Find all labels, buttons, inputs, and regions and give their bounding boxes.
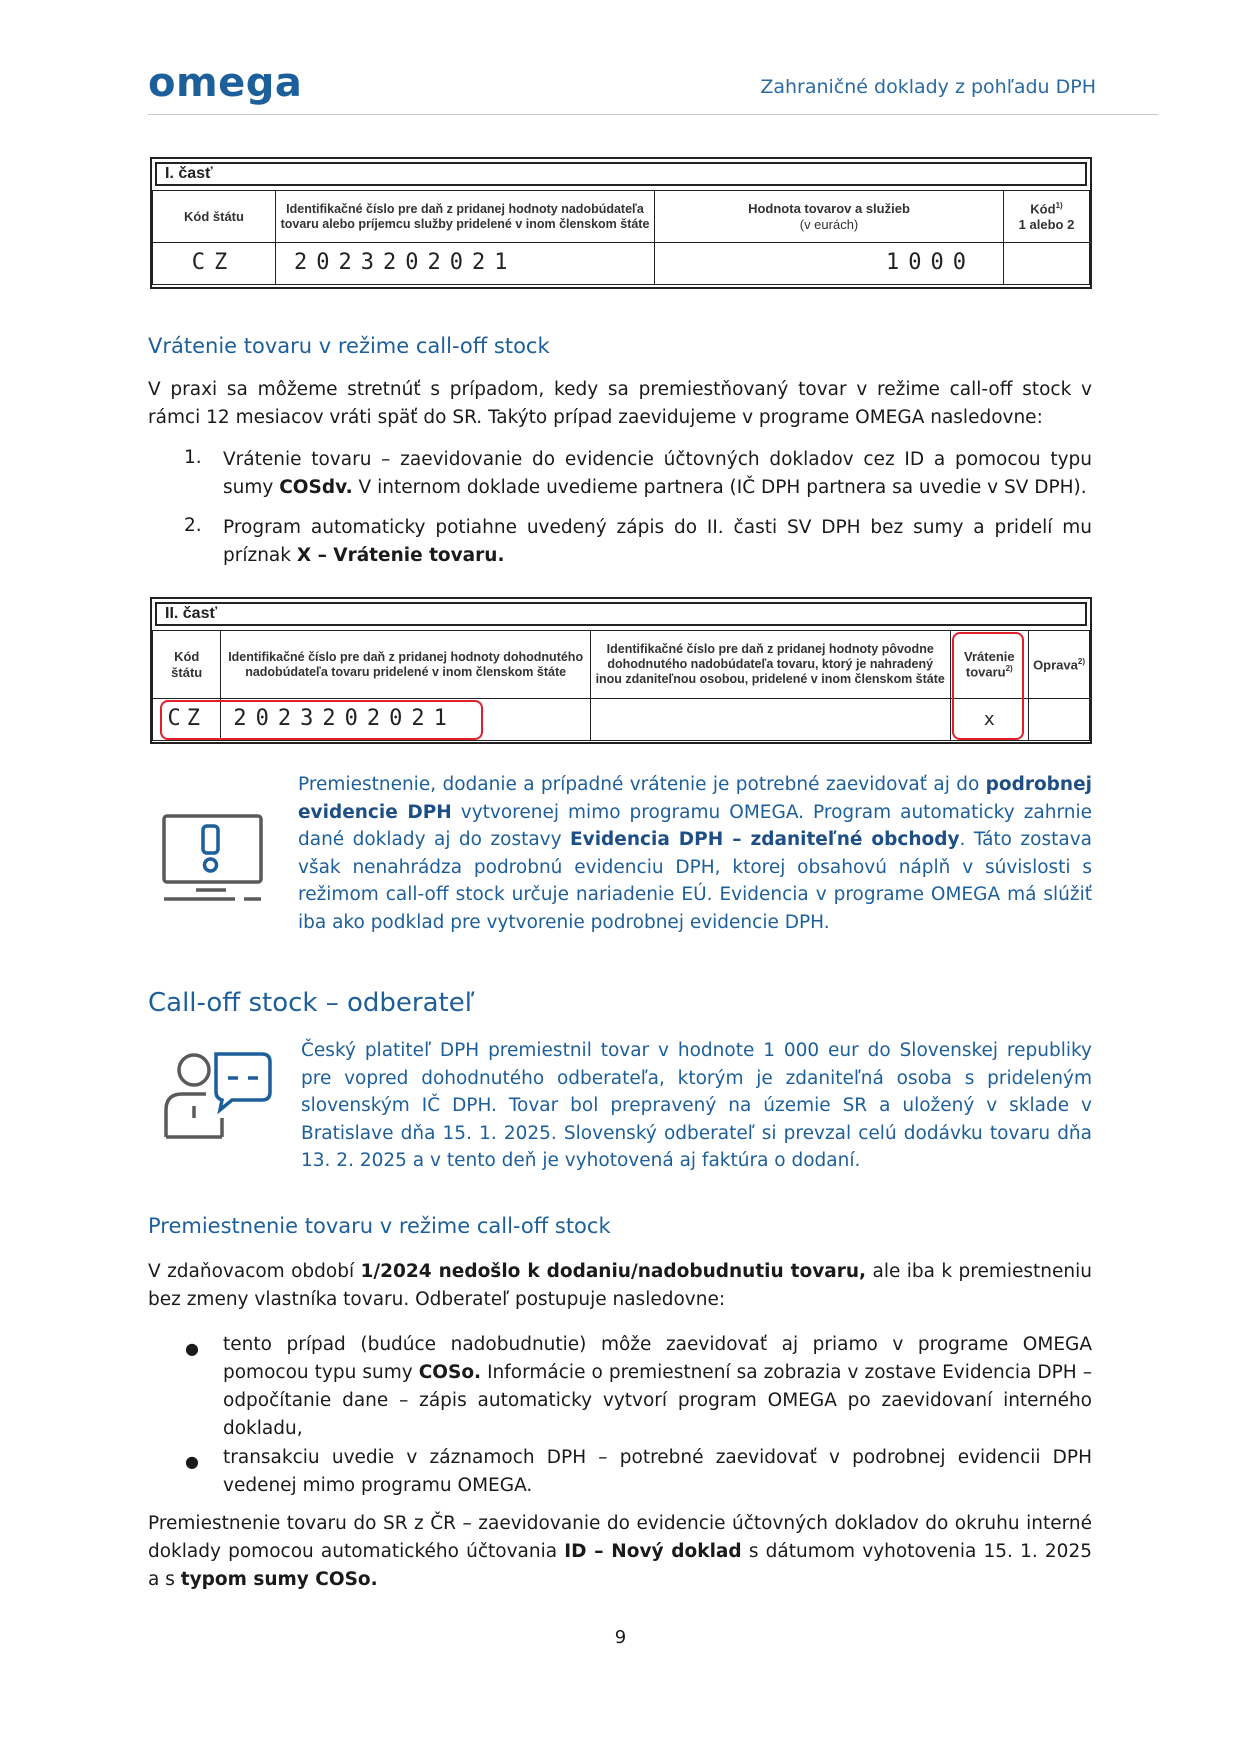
bullet-dot: ● xyxy=(185,1452,199,1471)
form-part-1-table xyxy=(152,190,1090,285)
bullet-item xyxy=(223,1331,1092,1443)
col-code-footnote: 1) xyxy=(1055,200,1063,210)
document-title: Zahraničné doklady z pohľadu DPH xyxy=(760,76,1096,98)
person-chat-icon xyxy=(160,1048,272,1140)
section-heading-transfer: Premiestnenie tovaru v režime call-off stock xyxy=(148,1214,611,1238)
form-part-2-caption: II. časť xyxy=(155,602,1087,626)
row-code-value xyxy=(1004,243,1090,285)
paragraph-bold: 1/2024 nedošlo k dodaniu/nadobudnutiu tovaru, xyxy=(360,1261,867,1282)
bullet-item: transakciu uvedie v záznamoch DPH – potrebné zaevidovať v podrobnej evidencii DPH vedenej mimo programu OMEGA. xyxy=(223,1447,1092,1496)
list-item-text: V internom doklade uvedieme partnera (IČ DPH partnera sa uvedie v SV DPH). xyxy=(352,477,1087,498)
bullet-text: Informácie o premiestnení sa zobrazia v zostave Evidencia DPH – odpočítanie dane – zápis automaticky vytvorí program OMEGA po zaevidovaní interného dokladu, xyxy=(223,1362,1092,1439)
col-id-header: Identifikačné číslo pre daň z pridanej hodnoty nadobúdateľa tovaru alebo príjemcu služby pridelené v inom členskom štáte xyxy=(276,191,655,243)
paragraph-bold: ID – Nový doklad xyxy=(564,1541,742,1562)
row-id-value: 2023202021 xyxy=(276,243,655,285)
section-heading-returns: Vrátenie tovaru v režime call-off stock xyxy=(148,334,550,358)
paragraph-bold: typom sumy COSo. xyxy=(180,1569,378,1590)
row-original-id-value xyxy=(590,699,950,741)
col-country-header: Kód štátu xyxy=(153,631,221,699)
col-id-header: Identifikačné číslo pre daň z pridanej hodnoty dohodnutého nadobúdateľa tovaru pridelené v inom členskom štáte xyxy=(221,631,590,699)
col-return-footnote: 2) xyxy=(1005,664,1013,674)
list-item-bold: X – Vrátenie tovaru. xyxy=(296,545,505,566)
section-returns-intro: V praxi sa môžeme stretnúť s prípadom, kedy sa premiestňovaný tovar v režime call-off stock v rámci 12 mesiacov vráti späť do SR. Takýto prípad zaevidujeme v programe OMEGA nasledovne: xyxy=(148,379,1092,428)
note-bold: podrobnej evidencie DPH xyxy=(298,774,1092,823)
row-return-value: x xyxy=(950,699,1029,741)
highlight-return-box xyxy=(952,632,1024,740)
monitor-exclamation-icon xyxy=(160,812,265,904)
list-item xyxy=(223,446,1092,502)
col-country-header: Kód štátu xyxy=(153,191,276,243)
row-country-value: CZ xyxy=(153,699,221,741)
list-item-text: Program automaticky potiahne uvedený zápis do II. časti SV DPH bez sumy a pridelí mu príznak xyxy=(223,517,1092,566)
note-detailed-vat-records xyxy=(298,771,1092,936)
omega-logo: omega xyxy=(148,60,303,106)
section-transfer-intro xyxy=(148,1258,1092,1314)
row-value-amount: 1000 xyxy=(655,243,1004,285)
col-original-id-header: Identifikačné číslo pre daň z pridanej hodnoty pôvodne dohodnutého nadobúdateľa tovaru, ktorý je nahradený inou zdaniteľnou osobou, pridelené v inom členskom štáte xyxy=(590,631,950,699)
col-code-options: 1 alebo 2 xyxy=(1018,216,1075,232)
bullet-dot: ● xyxy=(185,1339,199,1358)
list-item-number: 2. xyxy=(184,515,202,536)
note-text: . Táto zostava však nenahrádza podrobnú evidenciu DPH, ktorej obsahovú náplň v súvislosti s režimom call-off stock určuje nariadenie EÚ. Evidencia v programe OMEGA má slúžiť iba ako podklad pre vytvorenie podrobnej evidencie DPH. xyxy=(298,829,1092,933)
highlight-id-box xyxy=(160,700,483,740)
bullet-bold: COSo. xyxy=(418,1362,482,1383)
list-item-text: Vrátenie tovaru – zaevidovanie do evidencie účtovných dokladov cez ID a pomocou typu sumy xyxy=(223,449,1092,498)
row-country-value: CZ xyxy=(153,243,276,285)
section-heading-customer: Call-off stock – odberateľ xyxy=(148,988,475,1018)
list-item-number: 1. xyxy=(184,447,202,468)
note-text: vytvorenej mimo programu OMEGA. Program automaticky zahrnie dané doklady aj do zostavy xyxy=(298,801,1092,850)
section-transfer-closing xyxy=(148,1510,1092,1594)
paragraph-text: Premiestnenie tovaru do SR z ČR – zaevidovanie do evidencie účtovných dokladov do okruhu interné doklady pomocou automatického účtovania xyxy=(148,1513,1092,1562)
note-text: Premiestnenie, dodanie a prípadné vrátenie je potrebné zaevidovať aj do xyxy=(298,774,986,795)
paragraph-text: s dátumom vyhotovenia 15. 1. 2025 a s xyxy=(148,1541,1092,1590)
note-bold: Evidencia DPH – zdaniteľné obchody xyxy=(570,829,960,850)
row-fix-value xyxy=(1029,699,1090,741)
row-id-value: 2023202021 xyxy=(221,699,590,741)
paragraph-text: ale iba k premiestneniu bez zmeny vlastníka tovaru. Odberateľ postupuje nasledovne: xyxy=(148,1261,1092,1310)
form-part-1 xyxy=(150,157,1092,289)
col-fix-title: Oprava xyxy=(1033,656,1078,672)
header-divider xyxy=(148,114,1158,115)
note-example-case: Český platiteľ DPH premiestnil tovar v hodnote 1 000 eur do Slovenskej republiky pre vopred dohodnutého odberateľa, ktorým je zdaniteľná osoba s prideleným slovenským IČ DPH. Tovar bol prepravený na územie SR a uložený v sklade v Bratislave dňa 15. 1. 2025. Slovenský odberateľ si prevzal celú dodávku tovaru dňa 13. 2. 2025 a v tento deň je vyhotovená aj faktúra o dodaní. xyxy=(301,1040,1092,1171)
list-item xyxy=(223,514,1092,570)
col-code-header xyxy=(1004,191,1090,243)
list-item-bold: COSdv. xyxy=(279,477,353,498)
col-value-unit: (v eurách) xyxy=(799,216,859,232)
col-fix-header xyxy=(1029,631,1090,699)
form-part-1-caption: I. časť xyxy=(155,162,1087,186)
col-value-title: Hodnota tovarov a služieb xyxy=(748,200,910,216)
page-number: 9 xyxy=(614,1627,627,1648)
col-fix-footnote: 2) xyxy=(1077,656,1085,666)
paragraph-text: V zdaňovacom období xyxy=(148,1261,361,1282)
col-return-title: Vrátenie tovaru xyxy=(964,648,1015,680)
bullet-text: tento prípad (budúce nadobudnutie) môže zaevidovať aj priamo v programe OMEGA pomocou typu sumy xyxy=(223,1334,1092,1383)
col-code-title: Kód xyxy=(1030,201,1056,217)
col-value-header xyxy=(655,191,1004,243)
